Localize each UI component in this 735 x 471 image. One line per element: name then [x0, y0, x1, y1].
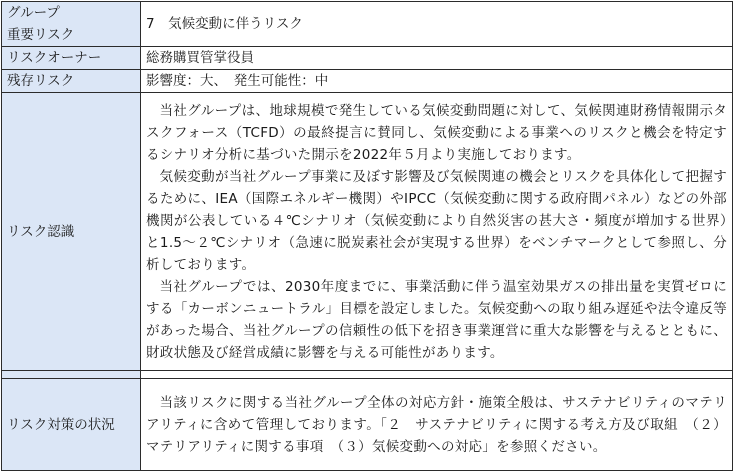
key-risk-title: 7 気候変動に伴うリスク [146, 16, 303, 32]
risk-owner-value: 総務購買管掌役員 [146, 50, 254, 66]
label-risk-measures: リスク対策の状況 [7, 416, 115, 433]
measures-paragraph-1: 当該リスクに関する当社グループ全体の対応方針・施策全般は、サステナビリティのマテリアリティに含めて管理しております。「２ サステナビリティに関する考え方及び取組 （２）マテリアリティに関する事項 （３）気候変動への対応」を参照ください。 [146, 394, 727, 455]
table-row-spacer [2, 371, 733, 379]
value-cell-spacer [141, 371, 733, 379]
label-cell-spacer [2, 371, 141, 379]
value-cell-risk-measures [141, 379, 733, 471]
label-key-risk-line-1: グループ [7, 5, 60, 21]
table-row-residual-risk [2, 70, 733, 93]
value-cell-key-risk [141, 2, 733, 47]
label-residual-risk: 残存リスク [7, 73, 75, 89]
value-cell-residual-risk [141, 70, 733, 93]
label-cell-risk-recognition [2, 93, 141, 371]
table-row-risk-recognition [2, 93, 733, 371]
risk-table [1, 1, 733, 471]
label-cell-residual-risk [2, 70, 141, 93]
table-row-key-risk [2, 2, 733, 47]
label-cell-risk-owner [2, 47, 141, 70]
value-cell-risk-recognition [141, 93, 733, 371]
label-key-risk-line-2: 重要リスク [7, 27, 75, 43]
recognition-paragraph-1: 当社グループは、地球規模で発生している気候変動問題に対して、気候関連財務情報開示タスクフォース（TCFD）の最終提言に賛同し、気候変動による事業へのリスクと機会を特定するシナリオ分析に基づいた開示を2022年５月より実施しております。 [146, 102, 727, 163]
value-cell-risk-owner [141, 47, 733, 70]
recognition-paragraph-2: 気候変動が当社グループ事業に及ぼす影響及び気候関連の機会とリスクを具体化して把握するために、IEA（国際エネルギー機関）やIPCC（気候変動に関する政府間パネル）などの外部機関が公表している４℃シナリオ（気候変動により自然災害の甚大さ・頻度が増加する世界）と1.5～２℃シナリオ（急速に脱炭素社会が実現する世界）をベンチマークとして参照し、分析しております。 [146, 168, 727, 273]
table-row-risk-owner [2, 47, 733, 70]
residual-risk-value: 影響度：大、 発生可能性：中 [146, 73, 329, 89]
label-cell-risk-measures [2, 379, 141, 471]
label-cell-key-risk [2, 2, 141, 47]
label-risk-owner: リスクオーナー [7, 50, 102, 66]
label-risk-recognition: リスク認識 [7, 223, 75, 240]
recognition-paragraph-3: 当社グループでは、2030年度までに、事業活動に伴う温室効果ガスの排出量を実質ゼロにする「カーボンニュートラル」目標を設定しました。気候変動への取り組み遅延や法令違反等があった場合、当社グループの信頼性の低下を招き事業運営に重大な影響を与えるとともに、財政状態及び経営成績に影響を与える可能性があります。 [146, 278, 727, 361]
table-row-risk-measures [2, 379, 733, 471]
